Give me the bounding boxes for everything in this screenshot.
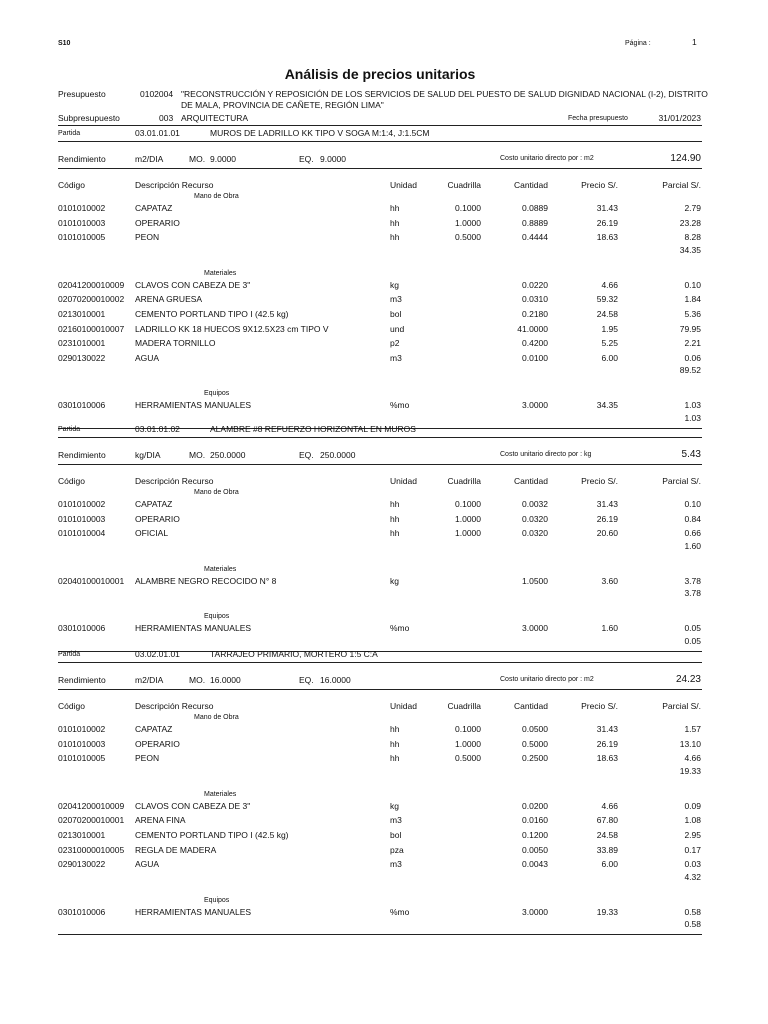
- col-codigo: Código: [58, 701, 85, 711]
- rendimiento-label: Rendimiento: [58, 675, 106, 685]
- resource-precio: 18.63: [596, 232, 618, 243]
- page-title: Análisis de precios unitarios: [284, 66, 476, 82]
- mo-label: MO.: [189, 450, 206, 460]
- resource-unit: %mo: [390, 906, 410, 917]
- resource-code: 02070200010002: [58, 294, 125, 305]
- resource-description: ALAMBRE NEGRO RECOCIDO N° 8: [135, 575, 277, 586]
- resource-cuadrilla: 1.0000: [455, 528, 481, 539]
- resource-description: ARENA GRUESA: [135, 294, 203, 305]
- rendimiento-unit: m2/DIA: [135, 154, 164, 164]
- partida-divider: [58, 141, 702, 142]
- resource-parcial: 23.28: [679, 217, 701, 228]
- resource-unit: m3: [390, 294, 402, 305]
- group-title: Materiales: [204, 790, 237, 798]
- group-title: Materiales: [204, 565, 237, 573]
- resource-unit: hh: [390, 724, 400, 734]
- resource-unit: hh: [390, 203, 400, 213]
- resource-precio: 33.89: [596, 844, 618, 855]
- eq-value: 250.0000: [320, 450, 356, 460]
- resource-precio: 24.58: [596, 309, 618, 319]
- resource-precio: 4.66: [601, 800, 618, 811]
- costo-value: 124.90: [670, 153, 701, 164]
- resource-parcial: 0.09: [684, 800, 701, 811]
- resource-precio: 20.60: [596, 528, 618, 539]
- col-cuadrilla: Cuadrilla: [447, 701, 481, 711]
- col-cantidad: Cantidad: [513, 476, 548, 486]
- resource-cantidad: 0.5000: [522, 738, 548, 749]
- resource-cantidad: 0.2180: [522, 309, 548, 319]
- rendimiento-unit: kg/DIA: [135, 450, 161, 460]
- resource-parcial: 8.28: [684, 232, 701, 243]
- resource-cuadrilla: 0.5000: [455, 753, 481, 764]
- resource-cantidad: 0.0050: [522, 844, 548, 855]
- group-subtotal: 89.52: [679, 365, 701, 376]
- resource-unit: kg: [390, 800, 399, 811]
- resource-description: CLAVOS CON CABEZA DE 3": [135, 279, 251, 290]
- resource-code: 02041200010009: [58, 800, 125, 811]
- resource-unit: hh: [390, 232, 400, 243]
- resource-code: 0213010001: [58, 830, 106, 840]
- resource-parcial: 0.58: [684, 906, 701, 917]
- resource-code: 02310000010005: [58, 844, 125, 855]
- resource-parcial: 13.10: [679, 738, 701, 749]
- partida-label: Partida: [58, 651, 81, 658]
- partida-name: ALAMBRE #8 REFUERZO HORIZONTAL EN MUROS: [210, 424, 416, 434]
- resource-parcial: 79.95: [679, 323, 701, 334]
- subpresupuesto-name: ARQUITECTURA: [181, 113, 249, 123]
- resource-unit: kg: [390, 575, 399, 586]
- resource-unit: m3: [390, 859, 402, 870]
- partida-code: 03.01.01.01: [135, 128, 180, 138]
- col-parcial: Parcial S/.: [662, 476, 701, 486]
- rendimiento-unit: m2/DIA: [135, 675, 164, 685]
- resource-cuadrilla: 1.0000: [455, 217, 481, 228]
- resource-cantidad: 0.0500: [522, 724, 548, 734]
- resource-cantidad: 0.0310: [522, 294, 548, 305]
- eq-label: EQ.: [299, 450, 314, 460]
- resource-cantidad: 0.8889: [522, 217, 548, 228]
- resource-cantidad: 0.0220: [522, 279, 548, 290]
- resource-precio: 19.33: [596, 906, 618, 917]
- rendimiento-label: Rendimiento: [58, 450, 106, 460]
- partida-label: Partida: [58, 130, 81, 137]
- subpresupuesto-label: Subpresupuesto: [58, 113, 120, 123]
- resource-description: AGUA: [135, 859, 160, 870]
- resource-description: CEMENTO PORTLAND TIPO I (42.5 kg): [135, 309, 289, 319]
- mo-label: MO.: [189, 675, 206, 685]
- resource-description: HERRAMIENTAS MANUALES: [135, 400, 252, 411]
- group-subtotal: 0.05: [684, 636, 701, 646]
- resource-precio: 59.32: [596, 294, 618, 305]
- resource-precio: 26.19: [596, 513, 618, 524]
- resource-description: CAPATAZ: [135, 724, 173, 734]
- col-parcial: Parcial S/.: [662, 180, 701, 190]
- costo-label: Costo unitario directo por : m2: [500, 676, 594, 683]
- col-unidad: Unidad: [390, 476, 417, 486]
- resource-description: HERRAMIENTAS MANUALES: [135, 623, 252, 634]
- resource-code: 0101010002: [58, 203, 106, 213]
- resource-code: 0290130022: [58, 352, 106, 363]
- resource-cuadrilla: 0.5000: [455, 232, 481, 243]
- resource-unit: bol: [390, 830, 402, 840]
- resource-description: CLAVOS CON CABEZA DE 3": [135, 800, 251, 811]
- resource-precio: 5.25: [601, 338, 618, 349]
- resource-code: 02160100010007: [58, 323, 125, 334]
- resource-parcial: 4.66: [684, 753, 701, 764]
- resource-precio: 6.00: [601, 352, 618, 363]
- mo-value: 9.0000: [210, 154, 236, 164]
- group-subtotal: 19.33: [679, 765, 701, 776]
- resource-cantidad: 0.0320: [522, 513, 548, 524]
- col-descripcion: Descripción Recurso: [135, 180, 214, 190]
- resource-code: 0301010006: [58, 906, 106, 917]
- resource-description: REGLA DE MADERA: [135, 844, 217, 855]
- page-number: 1: [692, 37, 697, 47]
- header-divider: [58, 125, 702, 126]
- resource-parcial: 0.05: [684, 623, 701, 634]
- mo-value: 250.0000: [210, 450, 246, 460]
- resource-precio: 31.43: [596, 499, 618, 509]
- partida-name: MUROS DE LADRILLO KK TIPO V SOGA M:1:4, J:1.5CM: [210, 128, 430, 138]
- resource-unit: hh: [390, 738, 400, 749]
- resource-precio: 18.63: [596, 753, 618, 764]
- resource-cantidad: 3.0000: [522, 906, 548, 917]
- eq-value: 16.0000: [320, 675, 351, 685]
- costo-value: 24.23: [675, 674, 701, 685]
- resource-parcial: 1.57: [684, 724, 701, 734]
- resource-cuadrilla: 0.1000: [455, 203, 481, 213]
- resource-parcial: 2.95: [684, 830, 701, 840]
- resource-parcial: 0.10: [684, 499, 701, 509]
- presupuesto-name-line1: "RECONSTRUCCIÓN Y REPOSICIÓN DE LOS SERVICIOS DE SALUD DEL PUESTO DE SALUD DIGNIDAD NACIONAL (I-2), DISTRITO: [181, 89, 708, 99]
- resource-parcial: 0.03: [684, 859, 701, 870]
- resource-cantidad: 3.0000: [522, 623, 548, 634]
- resource-unit: m3: [390, 815, 402, 826]
- partida-code: 03.02.01.01: [135, 649, 180, 659]
- resource-unit: m3: [390, 352, 402, 363]
- resource-unit: %mo: [390, 623, 410, 634]
- resource-code: 02070200010001: [58, 815, 125, 826]
- resource-code: 0301010006: [58, 400, 106, 411]
- resource-cantidad: 0.0160: [522, 815, 548, 826]
- resource-description: CEMENTO PORTLAND TIPO I (42.5 kg): [135, 830, 289, 840]
- fecha-label: Fecha presupuesto: [568, 115, 628, 122]
- resource-description: OPERARIO: [135, 513, 180, 524]
- resource-cuadrilla: 1.0000: [455, 738, 481, 749]
- presupuesto-label: Presupuesto: [58, 89, 106, 99]
- resource-precio: 31.43: [596, 203, 618, 213]
- eq-label: EQ.: [299, 675, 314, 685]
- resource-description: OFICIAL: [135, 528, 169, 539]
- resource-parcial: 0.17: [684, 844, 701, 855]
- resource-code: 02040100010001: [58, 575, 125, 586]
- costo-label: Costo unitario directo por : kg: [500, 451, 592, 458]
- resource-code: 0101010003: [58, 738, 106, 749]
- col-codigo: Código: [58, 476, 85, 486]
- resource-description: AGUA: [135, 352, 160, 363]
- group-title: Mano de Obra: [194, 714, 239, 721]
- resource-code: 0101010003: [58, 513, 106, 524]
- partida-label: Partida: [58, 426, 81, 433]
- resource-unit: p2: [390, 338, 400, 349]
- group-subtotal: 1.60: [684, 540, 701, 551]
- resource-parcial: 1.08: [684, 815, 701, 826]
- resource-parcial: 1.84: [684, 294, 701, 305]
- mo-value: 16.0000: [210, 675, 241, 685]
- resource-cantidad: 0.4444: [522, 232, 548, 243]
- resource-code: 0301010006: [58, 623, 106, 634]
- resource-unit: pza: [390, 844, 404, 855]
- group-title: Mano de Obra: [194, 193, 239, 200]
- resource-code: 0101010005: [58, 232, 106, 243]
- resource-cantidad: 3.0000: [522, 400, 548, 411]
- resource-code: 0213010001: [58, 309, 106, 319]
- group-subtotal: 4.32: [684, 871, 701, 882]
- resource-precio: 1.60: [601, 623, 618, 634]
- resource-description: CAPATAZ: [135, 203, 173, 213]
- group-title: Materiales: [204, 269, 237, 277]
- group-subtotal: 1.03: [684, 413, 701, 423]
- col-cuadrilla: Cuadrilla: [447, 180, 481, 190]
- resource-code: 0290130022: [58, 859, 106, 870]
- col-cuadrilla: Cuadrilla: [447, 476, 481, 486]
- resource-cantidad: 41.0000: [517, 323, 548, 334]
- fecha-value: 31/01/2023: [658, 113, 701, 123]
- col-unidad: Unidad: [390, 180, 417, 190]
- resource-code: 0101010002: [58, 499, 106, 509]
- eq-value: 9.0000: [320, 154, 346, 164]
- resource-unit: %mo: [390, 400, 410, 411]
- col-unidad: Unidad: [390, 701, 417, 711]
- resource-parcial: 2.79: [684, 203, 701, 213]
- resource-code: 0101010004: [58, 528, 106, 539]
- resource-cantidad: 0.0320: [522, 528, 548, 539]
- resource-precio: 31.43: [596, 724, 618, 734]
- rendimiento-divider: [58, 689, 702, 690]
- rendimiento-divider: [58, 464, 702, 465]
- resource-description: LADRILLO KK 18 HUECOS 9X12.5X23 cm TIPO V: [135, 323, 329, 334]
- resource-cuadrilla: 1.0000: [455, 513, 481, 524]
- col-cantidad: Cantidad: [513, 701, 548, 711]
- resource-cantidad: 0.0043: [522, 859, 548, 870]
- report-code: S10: [58, 40, 71, 47]
- resource-description: OPERARIO: [135, 217, 180, 228]
- col-parcial: Parcial S/.: [662, 701, 701, 711]
- col-precio: Precio S/.: [581, 476, 618, 486]
- resource-cuadrilla: 0.1000: [455, 724, 481, 734]
- group-subtotal: 0.58: [684, 919, 701, 930]
- partida-name: TARRAJEO PRIMARIO, MORTERO 1:5 C:A: [210, 649, 378, 659]
- resource-description: PEON: [135, 232, 160, 243]
- col-precio: Precio S/.: [581, 701, 618, 711]
- resource-cantidad: 0.0032: [522, 499, 548, 509]
- resource-description: ARENA FINA: [135, 815, 186, 826]
- group-subtotal: 34.35: [679, 244, 701, 255]
- rendimiento-label: Rendimiento: [58, 154, 106, 164]
- resource-description: PEON: [135, 753, 160, 764]
- resource-parcial: 0.66: [684, 528, 701, 539]
- partida-end-divider: [58, 934, 702, 935]
- resource-precio: 4.66: [601, 279, 618, 290]
- col-precio: Precio S/.: [581, 180, 618, 190]
- costo-value: 5.43: [681, 449, 701, 460]
- resource-precio: 67.80: [596, 815, 618, 826]
- resource-precio: 1.95: [601, 323, 618, 334]
- group-title: Equipos: [204, 390, 230, 398]
- resource-cantidad: 0.0889: [522, 203, 548, 213]
- resource-parcial: 1.03: [684, 400, 701, 411]
- resource-unit: hh: [390, 513, 400, 524]
- resource-precio: 26.19: [596, 217, 618, 228]
- costo-label: Costo unitario directo por : m2: [500, 155, 594, 162]
- mo-label: MO.: [189, 154, 206, 164]
- resource-description: HERRAMIENTAS MANUALES: [135, 906, 252, 917]
- partida-divider: [58, 662, 702, 663]
- resource-precio: 34.35: [596, 400, 618, 411]
- resource-parcial: 0.84: [684, 513, 701, 524]
- partida-divider: [58, 437, 702, 438]
- page-label: Página :: [625, 40, 651, 47]
- resource-code: 0231010001: [58, 338, 106, 349]
- col-codigo: Código: [58, 180, 85, 190]
- resource-parcial: 5.36: [684, 309, 701, 319]
- resource-cantidad: 0.0200: [522, 800, 548, 811]
- resource-parcial: 3.78: [684, 575, 701, 586]
- resource-precio: 6.00: [601, 859, 618, 870]
- resource-cuadrilla: 0.1000: [455, 499, 481, 509]
- group-title: Equipos: [204, 896, 230, 904]
- resource-unit: hh: [390, 217, 400, 228]
- resource-description: MADERA TORNILLO: [135, 338, 216, 349]
- rendimiento-divider: [58, 168, 702, 169]
- resource-unit: hh: [390, 753, 400, 764]
- resource-unit: bol: [390, 309, 402, 319]
- resource-precio: 26.19: [596, 738, 618, 749]
- col-descripcion: Descripción Recurso: [135, 701, 214, 711]
- resource-cantidad: 0.4200: [522, 338, 548, 349]
- col-cantidad: Cantidad: [513, 180, 548, 190]
- resource-description: CAPATAZ: [135, 499, 173, 509]
- resource-parcial: 0.10: [684, 279, 701, 290]
- resource-description: OPERARIO: [135, 738, 180, 749]
- eq-label: EQ.: [299, 154, 314, 164]
- resource-cantidad: 0.0100: [522, 352, 548, 363]
- resource-code: 02041200010009: [58, 279, 125, 290]
- resource-precio: 3.60: [601, 575, 618, 586]
- resource-code: 0101010002: [58, 724, 106, 734]
- resource-code: 0101010003: [58, 217, 106, 228]
- resource-parcial: 0.06: [684, 352, 701, 363]
- resource-unit: kg: [390, 279, 399, 290]
- resource-code: 0101010005: [58, 753, 106, 764]
- subpresupuesto-code: 003: [159, 113, 174, 123]
- col-descripcion: Descripción Recurso: [135, 476, 214, 486]
- group-subtotal: 3.78: [684, 588, 701, 599]
- resource-cantidad: 1.0500: [522, 575, 548, 586]
- resource-unit: und: [390, 323, 405, 334]
- resource-unit: hh: [390, 499, 400, 509]
- group-title: Equipos: [204, 613, 230, 621]
- group-title: Mano de Obra: [194, 489, 239, 496]
- resource-unit: hh: [390, 528, 400, 539]
- resource-precio: 24.58: [596, 830, 618, 840]
- partida-code: 03.01.01.02: [135, 424, 180, 434]
- presupuesto-code: 0102004: [140, 89, 174, 99]
- resource-cantidad: 0.1200: [522, 830, 548, 840]
- resource-parcial: 2.21: [684, 338, 701, 349]
- presupuesto-name-line2: DE MALA, PROVINCIA DE CAÑETE, REGIÓN LIMA": [181, 100, 384, 110]
- resource-cantidad: 0.2500: [522, 753, 548, 764]
